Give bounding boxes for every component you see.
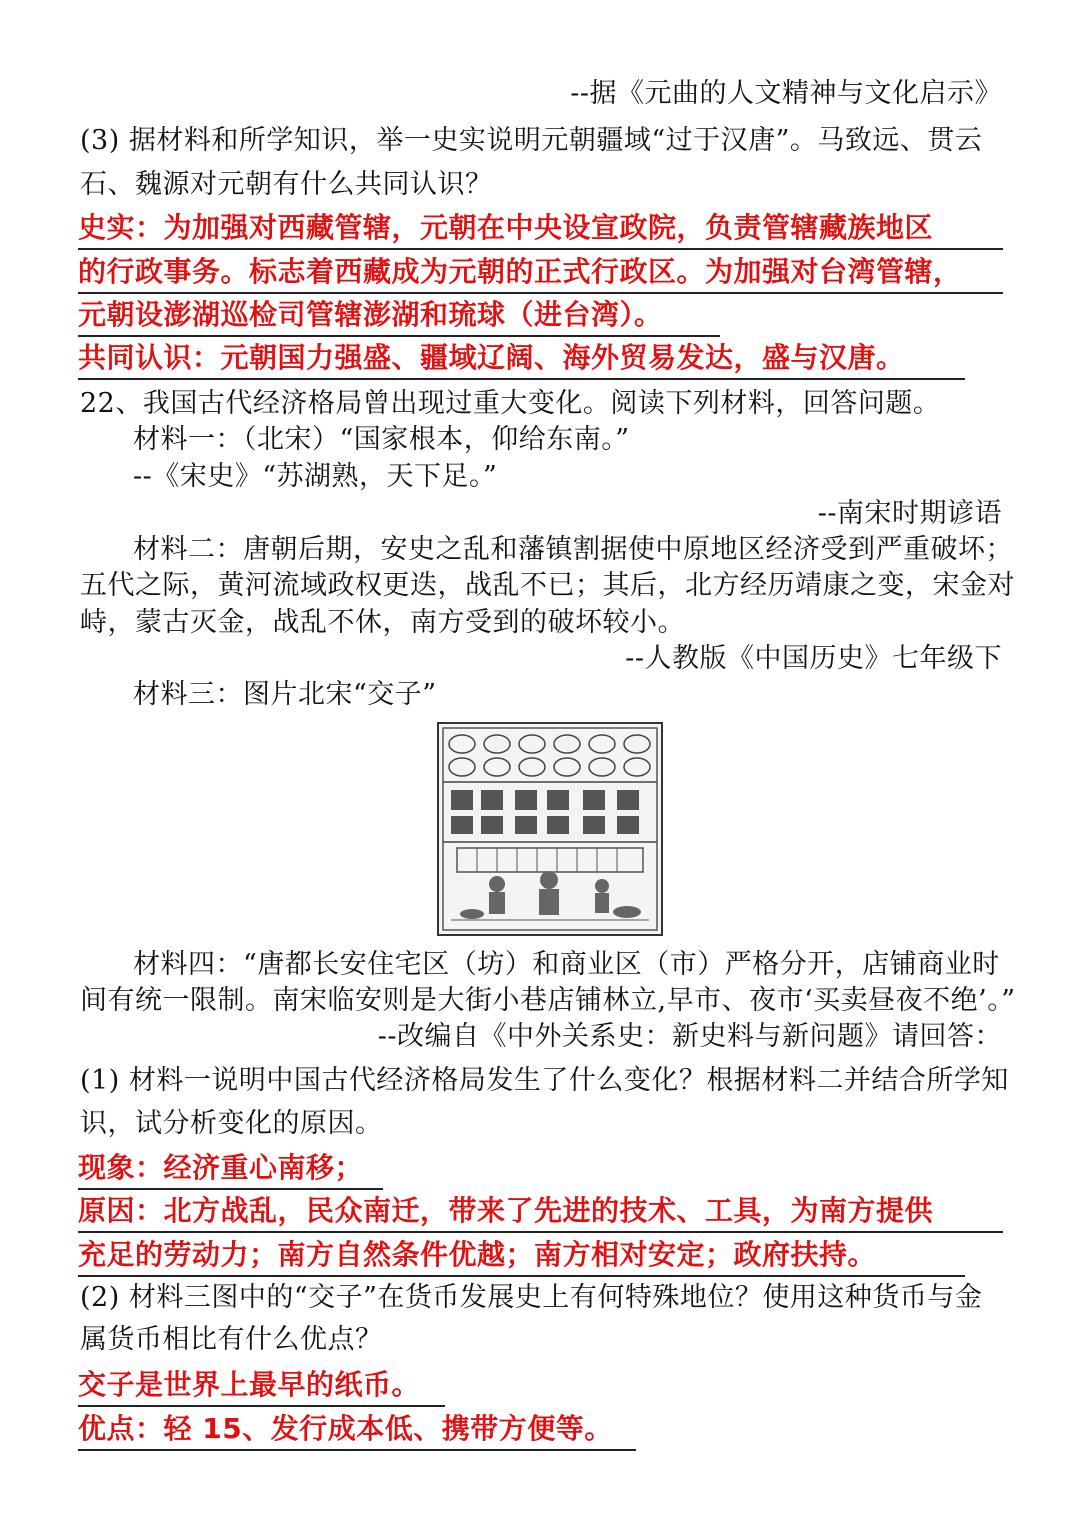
material4-line2: 间有统一限制。南宋临安则是大街小巷店铺林立,早市、夜市‘买卖昼夜不绝’。” [80,985,1016,1016]
material3-line1: 材料三：图片北宋“交子” [133,679,437,710]
sub1-answer-reason-line1: 原因：北方战乱，民众南迁，带来了先进的技术、工具，为南方提供 [78,1191,1003,1233]
sub2-answer-advantages: 优点：轻 15、发行成本低、携带方便等。 [78,1409,636,1451]
material2-line1: 材料二：唐朝后期，安史之乱和藩镇割据使中原地区经济受到严重破坏； [133,534,1013,565]
q3-question-line1: (3) 据材料和所学知识，举一史实说明元朝疆域“过于汉唐”。马致远、贯云 [80,125,983,156]
material1-line1: 材料一：（北宋）“国家根本，仰给东南。” [133,424,630,455]
material2-line2: 五代之际，黄河流域政权更迭，战乱不已；其后，北方经历靖康之变，宋金对 [80,570,1015,601]
material2-line3: 峙，蒙古灭金，战乱不休，南方受到的破坏较小。 [80,607,685,638]
q3-answer-line2: 的行政事务。标志着西藏成为元朝的正式行政区。为加强对台湾管辖， [78,252,1003,294]
jiaozi-banknote-image [437,722,663,936]
material1-source: --南宋时期谚语 [817,498,1002,529]
material4-line1: 材料四：“唐都长安住宅区（坊）和商业区（市）严格分开，店铺商业时 [133,949,1000,980]
sub2-question-line1: (2) 材料三图中的“交子”在货币发展史上有何特殊地位？使用这种货币与金 [80,1282,983,1313]
q22-title: 22、我国古代经济格局曾出现过重大变化。阅读下列材料，回答问题。 [80,388,941,419]
q3-question-line2: 石、魏源对元朝有什么共同认识？ [80,169,493,200]
sub1-question-line2: 识，试分析变化的原因。 [80,1108,383,1139]
sub2-question-line2: 属货币相比有什么优点？ [80,1324,383,1355]
sub1-answer-phenomenon: 现象：经济重心南移； [78,1148,383,1190]
sub2-answer-status: 交子是世界上最早的纸币。 [78,1365,445,1407]
material4-source: --改编自《中外关系史：新史料与新问题》请回答： [377,1021,1002,1052]
q3-answer-line1: 史实：为加强对西藏管辖，元朝在中央设宣政院，负责管辖藏族地区 [78,208,1003,250]
q3-answer-line4: 共同认识：元朝国力强盛、疆域辽阔、海外贸易发达，盛与汉唐。 [78,338,965,380]
sub1-answer-reason-line2: 充足的劳动力；南方自然条件优越；南方相对安定；政府扶持。 [78,1235,965,1277]
material1-line2: --《宋史》“苏湖熟，天下足。” [133,461,498,492]
material2-source: --人教版《中国历史》七年级下 [625,643,1002,674]
q3-answer-line3: 元朝设澎湖巡检司管辖澎湖和琉球（进台湾）。 [78,295,720,337]
source-citation-top: --据《元曲的人文精神与文化启示》 [570,78,1002,109]
sub1-question-line1: (1) 材料一说明中国古代经济格局发生了什么变化？根据材料二并结合所学知 [80,1065,1009,1096]
